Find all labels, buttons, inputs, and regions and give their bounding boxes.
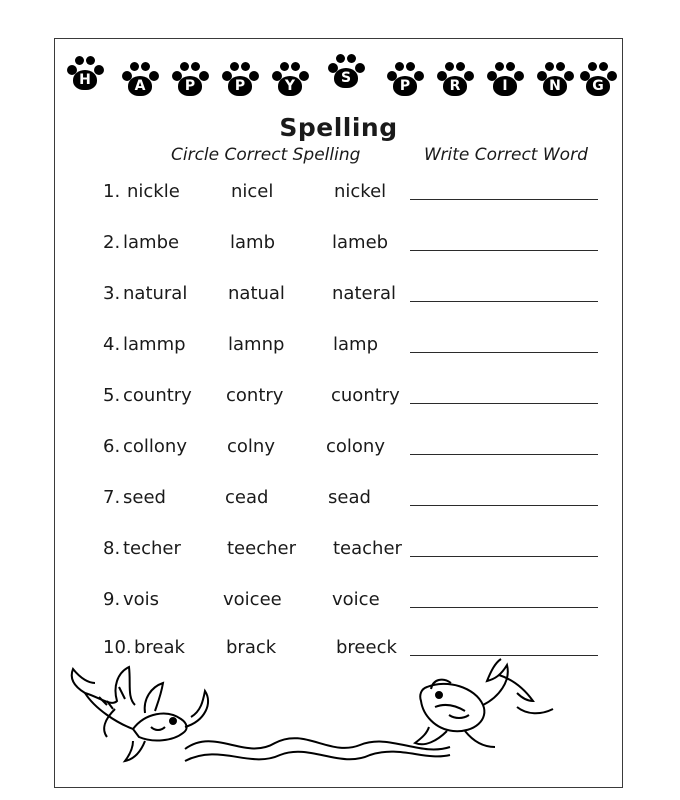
choice-word[interactable]: lamp [333,334,378,355]
happy-spring-banner [63,47,616,103]
item-number: 4. [103,334,121,355]
circle-spelling-heading: Circle Correct Spelling [171,145,361,165]
banner-letter: I [502,78,508,94]
banner-letter: A [134,78,146,94]
spelling-item [55,536,622,562]
choice-word[interactable]: nickel [334,181,387,202]
item-number: 5. [103,385,121,406]
spelling-item [55,434,622,460]
paw-print-icon [326,51,366,95]
answer-line[interactable] [410,250,598,251]
paw-print-icon [435,59,475,103]
choice-word[interactable]: colny [227,436,275,457]
choice-word[interactable]: contry [226,385,284,406]
wave-line [185,738,450,749]
choice-word[interactable]: collony [123,436,187,457]
banner-letter: P [234,78,246,94]
answer-line[interactable] [410,454,598,455]
item-number: 2. [103,232,121,253]
write-word-heading: Write Correct Word [424,145,588,165]
answer-line[interactable] [410,655,598,656]
answer-line[interactable] [410,301,598,302]
choice-word[interactable]: nickle [127,181,180,202]
spelling-item [55,230,622,256]
answer-line[interactable] [410,403,598,404]
answer-line[interactable] [410,352,598,353]
spelling-item [55,485,622,511]
spelling-item [55,281,622,307]
choice-word[interactable]: lameb [332,232,389,253]
worksheet-page [54,38,623,788]
choice-word[interactable]: teecher [227,538,296,559]
banner-letter: Y [284,78,296,94]
item-number: 3. [103,283,121,304]
paw-print-icon [385,59,425,103]
answer-line[interactable] [410,505,598,506]
choice-word[interactable]: breeck [336,637,397,658]
paw-print-icon [120,59,160,103]
right-fish-icon [415,659,553,747]
banner-letter: H [79,72,91,88]
banner-letter: S [340,70,352,86]
choice-word[interactable]: brack [226,637,277,658]
paw-print-icon [485,59,525,103]
answer-line[interactable] [410,607,598,608]
choice-word[interactable]: nateral [332,283,397,304]
choice-word[interactable]: nicel [231,181,274,202]
item-number: 6. [103,436,121,457]
fish-wave-decoration [55,657,622,787]
spelling-item [55,332,622,358]
banner-letter: R [449,78,461,94]
item-number: 10. [103,637,132,658]
choice-word[interactable]: break [134,637,185,658]
paw-print-icon [535,59,575,103]
choice-word[interactable]: country [123,385,192,406]
answer-line[interactable] [410,556,598,557]
choice-word[interactable]: cead [225,487,269,508]
choice-word[interactable]: teacher [333,538,402,559]
choice-word[interactable]: lamnp [228,334,285,355]
choice-word[interactable]: colony [326,436,385,457]
paw-print-icon [578,59,618,103]
choice-word[interactable]: seed [123,487,166,508]
choice-word[interactable]: voice [332,589,380,610]
spelling-item [55,587,622,613]
paw-print-icon [270,59,310,103]
item-number: 9. [103,589,121,610]
answer-line[interactable] [410,199,598,200]
spelling-item [55,179,622,205]
item-number: 7. [103,487,121,508]
choice-word[interactable]: cuontry [331,385,400,406]
paw-print-icon [170,59,210,103]
choice-word[interactable]: lamb [230,232,275,253]
banner-letter: N [549,78,561,94]
paw-print-icon [220,59,260,103]
banner-letter: G [592,78,604,94]
choice-word[interactable]: natual [228,283,285,304]
choice-word[interactable]: sead [328,487,371,508]
choice-word[interactable]: lambe [123,232,180,253]
choice-word[interactable]: vois [123,589,160,610]
choice-word[interactable]: techer [123,538,181,559]
spelling-item [55,383,622,409]
worksheet-title: Spelling [279,113,398,142]
choice-word[interactable]: lammp [123,334,186,355]
paw-print-icon [65,53,105,97]
choice-word[interactable]: voicee [223,589,282,610]
item-number: 8. [103,538,121,559]
choice-word[interactable]: natural [123,283,188,304]
banner-letter: P [184,78,196,94]
banner-letter: P [399,78,411,94]
item-number: 1. [103,181,121,202]
